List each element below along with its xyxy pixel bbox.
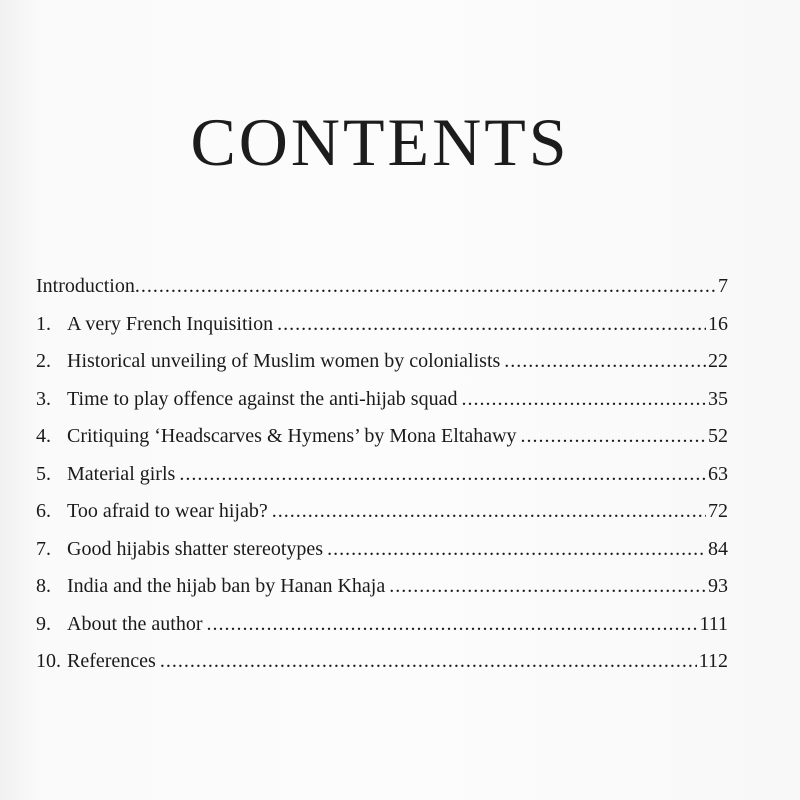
toc-entry-1 (36, 314, 728, 352)
toc-entry-number: 7. (36, 537, 51, 560)
toc-entry-number: 1. (36, 312, 51, 335)
toc-entry-number: 2. (36, 350, 51, 372)
toc-entry-page: 72 (708, 500, 728, 522)
toc-entry-label: Historical unveiling of Muslim women by colonialists (67, 350, 501, 372)
toc-entry-label: Time to play offence against the anti-hijab squad (67, 387, 458, 410)
dot-leader (160, 651, 697, 671)
toc-entry-page: 84 (708, 537, 728, 560)
dot-leader (179, 464, 706, 484)
toc-entry-page: 52 (708, 425, 728, 447)
toc-entry-number: 9. (36, 612, 51, 635)
toc-entry-label: A very French Inquisition (67, 312, 274, 335)
dot-leader (389, 576, 706, 596)
toc-entry-introduction (36, 276, 728, 314)
dot-leader (207, 614, 698, 634)
toc-entry-number: 4. (36, 425, 51, 447)
toc-entry-page: 22 (708, 350, 728, 372)
dot-leader (504, 351, 706, 371)
toc-entry-6 (36, 501, 728, 539)
toc-entry-number: 5. (36, 462, 51, 485)
toc-entry-9 (36, 614, 728, 652)
dot-leader (277, 314, 706, 334)
toc-entry-page: 16 (708, 312, 728, 335)
toc-entry-4 (36, 426, 728, 464)
toc-entry-2 (36, 351, 728, 389)
toc-entry-label: India and the hijab ban by Hanan Khaja (67, 575, 386, 597)
toc-entry-page: 112 (698, 650, 728, 672)
toc-entry-number: 3. (36, 387, 51, 410)
toc-entry-label: Too afraid to wear hijab? (67, 500, 268, 522)
toc-entry-page: 35 (708, 387, 728, 410)
toc-entry-label: Introduction (36, 275, 135, 297)
toc-entry-page: 7 (718, 275, 728, 297)
toc-entry-8 (36, 576, 728, 614)
toc-entry-label: Material girls (67, 462, 176, 485)
page-title: CONTENTS (190, 103, 570, 180)
toc-entry-label: Critiquing ‘Headscarves & Hymens’ by Mona Eltahawy (67, 425, 517, 447)
toc-entry-number: 6. (36, 500, 51, 522)
toc-entry-7 (36, 539, 728, 577)
toc-entry-10 (36, 651, 728, 689)
toc-entry-page: 93 (708, 575, 728, 597)
dot-leader (272, 501, 706, 521)
toc-entry-number: 10. (36, 650, 61, 672)
toc-entry-label: Good hijabis shatter stereotypes (67, 537, 324, 560)
toc-entry-label: References (67, 650, 156, 672)
toc-entry-3 (36, 389, 728, 427)
toc-entry-page: 111 (699, 612, 728, 635)
toc-entry-page: 63 (708, 462, 728, 485)
dot-leader (521, 426, 706, 446)
dot-leader (461, 389, 706, 409)
table-of-contents (36, 276, 728, 689)
toc-entry-5 (36, 464, 728, 502)
dot-leader (135, 276, 716, 296)
toc-entry-label: About the author (67, 612, 203, 635)
dot-leader (327, 539, 706, 559)
toc-entry-number: 8. (36, 575, 51, 597)
